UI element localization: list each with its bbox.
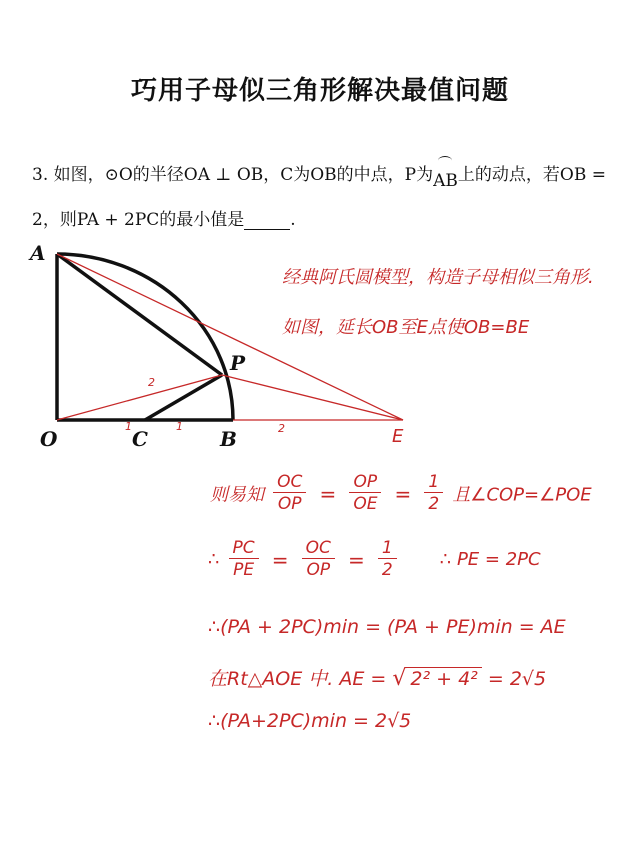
label-a: A [30, 241, 46, 265]
fraction-one-half [424, 472, 443, 515]
step4-suffix: = 2√5 [487, 668, 547, 690]
fraction-den: 2 [428, 494, 440, 514]
fraction-oc-op [273, 472, 306, 515]
note-construction: 如图，延长OB至E点使OB=BE [282, 317, 530, 338]
fraction-num: PC [229, 538, 259, 559]
label-op-length: 2 [148, 376, 155, 389]
label-be-length: 2 [278, 422, 285, 435]
sqrt-sign: √ [392, 666, 407, 691]
equals-sign: = [394, 481, 412, 506]
problem-line-1-prefix: 3. 如图，⊙O的半径OA ⊥ OB，C为OB的中点，P为 [32, 165, 434, 185]
sqrt-radicand: 2² + 4² [406, 667, 481, 690]
fraction-op-oe [349, 472, 381, 515]
arc-ab [57, 254, 233, 420]
fraction-den: 2 [381, 560, 393, 580]
solution-step-1 [210, 472, 592, 515]
label-b: B [220, 427, 237, 451]
label-c: C [132, 427, 148, 451]
fraction-den: OE [353, 494, 378, 514]
fraction-pc-pe [229, 538, 259, 581]
solution-step-5: ∴(PA+2PC)min = 2√5 [208, 710, 412, 732]
label-p: P [230, 351, 246, 375]
fraction-num: OC [273, 472, 306, 493]
label-o: O [40, 427, 58, 451]
problem-line-2-suffix: . [290, 210, 296, 230]
equals-sign: = [347, 547, 365, 572]
solution-step-4 [208, 664, 546, 691]
fraction-den: OP [277, 494, 302, 514]
step1-suffix: 且∠COP=∠POE [452, 484, 592, 506]
label-oc-length: 1 [125, 420, 132, 433]
segment-op-red [57, 375, 222, 420]
page-title: 巧用子母似三角形解决最值问题 [130, 76, 509, 106]
segment-pe [222, 375, 403, 420]
step2-prefix: ∴ [208, 549, 220, 570]
step2-suffix: ∴ PE = 2PC [439, 549, 541, 570]
solution-step-2 [208, 538, 541, 581]
label-cb-length: 1 [176, 420, 183, 433]
step1-prefix: 则易知 [210, 484, 264, 506]
note-model: 经典阿氏圆模型，构造子母相似三角形. [282, 267, 594, 288]
fraction-num: OC [302, 538, 335, 559]
fraction-num: OP [349, 472, 381, 493]
solution-step-3: ∴(PA + 2PC)min = (PA + PE)min = AE [208, 616, 566, 638]
segment-pc [145, 375, 222, 420]
fraction-den: OP [306, 560, 331, 580]
fraction-one-half [378, 538, 397, 581]
equals-sign: = [319, 481, 337, 506]
fraction-num: 1 [424, 472, 443, 493]
label-e: E [392, 426, 404, 447]
arc-ab-text: AB [433, 171, 458, 191]
fraction-num: 1 [378, 538, 397, 559]
step4-prefix: 在Rt△AOE 中. AE = [208, 668, 387, 690]
fraction-oc-op [302, 538, 335, 581]
equals-sign: = [271, 547, 289, 572]
problem-line-1-suffix: 上的动点，若OB = [457, 165, 606, 185]
fraction-den: PE [233, 560, 255, 580]
problem-line-2-prefix: 2，则PA + 2PC的最小值是 [32, 210, 245, 230]
